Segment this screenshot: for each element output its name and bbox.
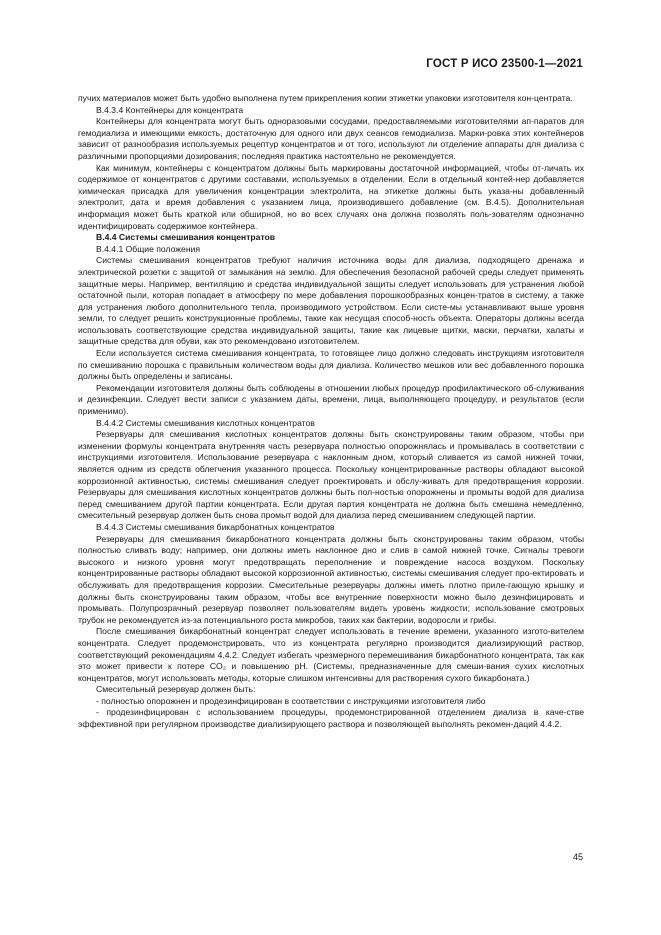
paragraph: Как минимум, контейнеры с концентратом должны быть маркированы достаточной информацией, чтобы от-личать их содержимое от концентратов с другими составами, используемых в отделении. Если в отдельный контей-нер добавляется химическая присадка для увеличения концентрации электролита, на этикетке должны быть указа-ны добавленный электролит, дата и время добавления с указанием лица, производившего добавление (см. B.4.5). Дополнительная информация может быть краткой или обширной, но во всех случаях она должна позволять поль-зователям однозначно идентифицировать содержимое контейнера. [78, 162, 584, 231]
document-body [78, 93, 584, 731]
page-number: 45 [572, 852, 583, 862]
paragraph: - полностью опорожнен и продезинфицирован в соответствии с инструкциями изготовителя либо [96, 695, 486, 706]
paragraph: Контейнеры для концентрата могут быть одноразовыми сосудами, предоставляемыми изготовителями ап-паратов для гемодиализа и имеющими емкость, достаточную для одного или двух сеансов гемодиализа. Марки-ровка этих контейнеров зависит от разнообразия используемых рецептур концентратов и от того, используют ли отделение аппараты для диализа с различными пропорциями дозирования; последняя практика настоятельно не рекомендуется. [78, 116, 584, 161]
paragraph: Если используется система смешивания концентрата, то готовящее лицо должно следовать инструкциям изготовителя по смешиванию порошка с правильным количеством воды для диализа. Количество мешков или вес добавленного порошка должны быть определены и записаны. [78, 348, 584, 382]
paragraph: Смесительный резервуар должен быть: [96, 684, 256, 695]
section-heading: B.4.4 Системы смешивания концентратов [96, 232, 276, 243]
subsection-heading: B.4.4.1 Общие положения [96, 243, 201, 254]
subsection-heading: B.4.4.2 Системы смешивания кислотных концентратов [96, 417, 315, 428]
subsection-heading: B.4.4.3 Системы смешивания бикарбонатных концентратов [96, 521, 335, 532]
paragraph: - продезинфицирован с использованием процедуры, продемонстрированной отделением диализа в каче-стве эффективной при регулярном производстве диализирующего раствора и позволяющей выполнять рекомен-даций 4.4.2. [78, 707, 584, 730]
paragraph: Резервуары для смешивания кислотных концентратов должны быть сконструированы таким образом, чтобы при изменении формулы концентрата внутренняя часть резервуара полностью опорожнялась и промывалась в соответствии с инструкциями изготовителя. Использование резервуара с наклонным дном, который сливается из самой нижней точки, является одним из средств облегчения указанного процесса. Поскольку концентрированные растворы обладают высокой коррозионной активностью, системы смешивания следует проектировать и обслу-живать для предотвращения коррозии. Резервуары для смешивания кислотных концентратов должны быть пол-ностью опорожнены и промыты водой для диализа перед смешиванием другой партии концентрата. Если другая партия концентрата не должна быть смешана немедленно, смесительный резервуар должен быть снова промыт водой для диализа перед смешиванием следующей партии. [78, 429, 584, 521]
paragraph: После смешивания бикарбонатный концентрат следует использовать в течение времени, указанного изгото-вителем концентрата. Следует продемонстрировать, что из концентрата регулярно производится диализирующий раствор, соответствующий рекомендациям 4.4.2. Следует избегать чрезмерного перемешивания бикарбонатного концентрата, так как это может привести к потере CO₂ и повышению pH. (Системы, предназначенные для смеши-вания сухих кислотных концентратов, могут использовать методы, которые слишком интенсивны для растворения сухого бикарбоната.) [78, 626, 584, 683]
paragraph: пучих материалов может быть удобно выполнена путем прикрепления копии этикетки упаковки изготовителя кон-центрата. [78, 93, 573, 103]
paragraph: Резервуары для смешивания бикарбонатного концентрата должны быть сконструированы таким образом, чтобы полностью сливать воду; например, они должны иметь наклонное дно и слив в самой нижней точке. Сигналы тревоги высокого и низкого уровня могут предотвращать переполнение и повреждение насоса воздухом. Поскольку концентрированные растворы обладают высокой коррозионной активностью, системы смешивания следует про-ектировать и обслуживать для предотвращения коррозии. Смесительные резервуары должны иметь плотно приле-гающую крышку и должны быть сконструированы таким образом, чтобы все внутренние поверхности можно было дезинфицировать и промывать. Полупрозрачный резервуар позволяет пользователям видеть уровень жидкости; использование смотровых трубок не рекомендуется из-за потенциального роста микробов, таких как бактерии, водоросли и грибы. [78, 533, 584, 625]
paragraph: Системы смешивания концентратов требуют наличия источника воды для диализа, подходящего дренажа и электрической розетки с защитой от замыкания на землю. Для обеспечения безопасной рабочей среды следует применять защитные меры. Например, вентиляцию и средства индивидуальной защиты следует использовать для устранения любой остаточной пыли, которая попадает в атмосферу по мере добавления порошкообразных концен-тратов в систему, а также для устранения любого дополнительного тепла, производимого устройством. Если систе-мы устанавливают выше уровня земли, то следует решить конструкционные проблемы, такие как несущая способ-ность объекта. Операторы должны всегда использовать соответствующие средства индивидуальной защиты, такие как лицевые щитки, маски, перчатки, халаты и защитные средства для обуви, как это рекомендовано изготовителем. [78, 255, 584, 347]
subsection-heading: B.4.3.4 Контейнеры для концентрата [96, 104, 244, 115]
document-code-header: ГОСТ Р ИСО 23500-1—2021 [426, 58, 583, 70]
paragraph: Рекомендации изготовителя должны быть соблюдены в отношении любых процедур профилактического об-служивания и дезинфекции. Следует вести записи с указанием даты, времени, лица, выполняющего процедуру, и результатов (если применимо). [78, 382, 584, 417]
